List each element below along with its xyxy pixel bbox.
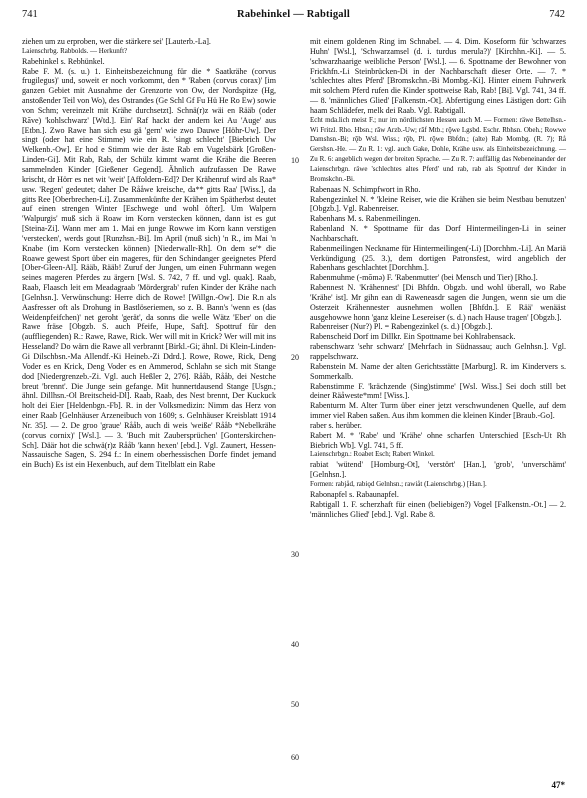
line-number-30: 30 bbox=[291, 550, 299, 559]
line-number-40: 40 bbox=[291, 640, 299, 649]
entry-rabengezinkel: Rabengezinkel N. * 'kleine Reiser, wie die Krähen sie beim Nestbau benutzen' [Obgzb.]. Vgl. Rabenreiser. bbox=[310, 194, 566, 214]
entry-rabennest: Rabennest N. 'Krähennest' [Di Bhfdn. Obgzb. und wohl überall, wo Rabe 'Krähe' ist]. Mr gihn ean di Raweneasdr sagen die Jungen, wenn sie um die Osterzeit Krähennester ausnehmen wollen [Bhfdn.]. E Rää' wenääst ausgehowwe honn 'ganz kleine Lesereiser (s. d.) nach Hause tragen' [Obgzb.]. bbox=[310, 283, 566, 322]
entry-continuation: ziehen um zu erproben, wer die stärkere sei' [Lauterb.-La]. bbox=[22, 37, 211, 46]
entry-rabenschwarz: rabenschwarz 'sehr schwarz' [Mehrfach in Südnassau; auch Gelnhsn.]. Vgl. rappelschwarz. bbox=[310, 342, 566, 361]
running-title: Rabehinkel — Rabtigall bbox=[237, 9, 350, 20]
entry-continuation: mit einem goldenen Ring im Schnabel. — 4. Dim. Koseform für 'schwarzes Huhn' [Wsl.], 'Schwarzamsel (d. i. turdus merula?)' [Kirchhn.-Ki]. — 5. 'schwarzhaarige weibliche Person' [Wsl.]. — 6. Spottname der Bewohner von Frickhfn.-Li Steinbrücken-Di in der Nachbarschaft dieser Orte. — 7. * 'schlechtes altes Pferd' [Bromskchn.-Bi Mombg.-Ki]. Hinter einem Fuhrwerk mit solchem Pferd rufen die Kinder spottweise Rab, Rab! [Bi]. Vgl. 741, 34 ff. — 8. 'männliches Glied' [Falkenstn.-Ot]. Abfertigung eines Lästigen dort: Gih haam Schlädefer, melk dei Raab. Vgl. Rabtigall. bbox=[310, 37, 566, 115]
page-number-left: 741 bbox=[22, 9, 38, 20]
entry-rabiat-forms: Formen: rabjåd, rabiǫd Gelnhsn.; rawiåt (Laienschrbg.) [Han.]. bbox=[310, 479, 487, 488]
left-column bbox=[22, 37, 276, 470]
line-number-60: 60 bbox=[291, 753, 299, 762]
line-number-20: 20 bbox=[291, 353, 299, 362]
line-number-10: 10 bbox=[291, 156, 299, 165]
entry-rabenland: Rabenland N. * Spottname für das Dorf Hintermeilingen-Li in seiner Nachbarschaft. bbox=[310, 224, 566, 243]
running-header bbox=[22, 9, 565, 23]
printer-signature: 47* bbox=[551, 780, 565, 790]
entry-rabenreiser: Rabenreiser (Nur?) Pl. = Rabengezinkel (s. d.) [Obgzb.]. bbox=[310, 322, 493, 332]
right-column bbox=[310, 37, 566, 519]
entry-rabenmeilingen: Rabenmeilingen Neckname für Hintermeilingen(-Li) [Dorchhm.-Li]. An Mariä Verkündigung (25. 3.), dem dortigen Patronsfest, wird angeblich der Rabenhans geschlachtet [Dorchhm.]. bbox=[310, 243, 566, 273]
entry-rabiat: rabiat 'wütend' [Homburg-Ot], 'verstört' [Han.], 'grob', 'unverschämt' [Gelnhsn.]. bbox=[310, 460, 566, 480]
entry-rabenscheid: Rabenscheid Dorf im Dillkr. Ein Spottname bei Kohlrabensack. bbox=[310, 332, 516, 342]
entry-rabonapfel: Rabonapfel s. Rabaunapfel. bbox=[310, 489, 399, 499]
entry-rabenhans: Rabenhans M. s. Rabenmeilingen. bbox=[310, 214, 421, 224]
entry-rabehinkel: Rabehinkel s. Rebhünkel. bbox=[22, 56, 105, 66]
entry-rabenmuhme: Rabenmuhme (-mōmə) F. 'Rabenmutter' (bei Mensch und Tier) [Rho.]. bbox=[310, 273, 538, 283]
entry-rabenstein: Rabenstein M. Name der alten Gerichtsstätte [Marburg]. R. im Kindervers s. Sommerkalb. bbox=[310, 361, 566, 381]
entry-raber: raber s. herüber. bbox=[310, 420, 362, 430]
entry-note: Laienschrbg. Rabbolds. — Herkunft? bbox=[22, 46, 128, 55]
page-number-right: 742 bbox=[549, 9, 565, 20]
entry-forms-note: Echt mda.lich meist F.; nur im nördlichsten Hessen auch M. — Formen: räwe Bettelhsn.-Wi Fritzl. Rho. Hbsn.; rāw Arzb.-Uw; rāf Mtb.; rǭwe Lgsbd. Eschr. Rbhsn. Obeh.; Rowwe Damshsn.-Bi; rǭb Wsl. Wiss.; rǭb, Pl. rǭwe Bbfdn.; (alte) Rab Mombg. (R. 7); Rå Gershsn.-He. — Zu R. 1: vgl. auch Gake, Dohle, Krähe usw. als Einheitsbezeichnung. — Zu R. 6: angeblich wegen der breiten Sprache. — Zu R. 7: auffällig das Nebeneinander der Laienschrbgn. räwe 'schlechtes altes Pferd' und rab, rab als Spottruf der Kinder in Bromskchn.-Bi. bbox=[310, 115, 566, 183]
entry-rabert-note: Laienschrbgn.: Roabet Esch; Rabert Winkel. bbox=[310, 450, 435, 459]
entry-rabenturm: Rabenturm M. Alter Turm über einer jetzt verschwundenen Quelle, auf dem immer viel Raben saßen. Aus ihm kommen die kleinen Kinder [Braub.-Go]. bbox=[310, 401, 566, 421]
entry-rabe: Rabe F. M. (s. u.) 1. Einheitsbezeichnung für die * Saatkrähe (corvus frugilegus)' und, soweit er noch vorkommt, den * 'Raben (corvus corax)' [im ganzen Gebiet mit Ausnahme der Grenzorte von Ow, der Nordspitze (Hg, anstoßender Teil von Wo), des Ostrandes (Ge Schl Gf Fu Hü He Ro Ew) sowie von Schm; vereinzelt mit Krähe durchsetzt]. Schnä(r)z wäi en Rääb (oder Rāve) 'kohlschwarz' [Wtd.]. Ein' Raf hackt der andern kei Au 'Auge' aus [Etbn.]. Zwo Rawe han sich esu gä 'gern' wie zwo Dauwe [Höhr-Uw]. Der singt (oder hat eine Stimme) wie ein R. 'singt schlecht' [Biebrich Uw Welkenb.-Ow]. Er hod e Stimm wie der äste Rab em Vugelsbärk [Großen-Linden-Gi]. Mit Rab, Rab, der Schülz kimmt warnt die Krähe die Beeren sammelnden Kinder [Gießener Gegend]. Ähnlich aufzufassen De Rawe krischt, dr Hörr es net wit 'weit' [Affoldern-Ed]? Der Krähenruf wird als Raa* usw. 'Regen' gedeutet; daher De Rååwe kreische, da** gitts Raa' [Wiss.], da gitts Ree [Oberbrechen-Li]. Zusammenkünfte der Krähen im Spätherbst deutet auf einen strengen Winter [Eschwege und wohl öfter]. Um Walpern 'Walpurgis' muß sich ä Roaw im Korn verstecken können, dann ist es gut [Steina-Zi]. Wann mer am 1. Mai en junge Rowwe im Korn kann verstigen 'verstecken', werds gout [Runzhsn.-Bi]. Im April (muß sich) 'n R., im Mai 'n Knabe (im Korn verstecken können) [Niederwallr-Rh]. On dem se'* die Roawe gewest Sport über ein mageres, für den Schindanger geeignetes Pferd [Ober-Gleen-Al]. Rääb, Rääb! Zuruf der Jungen, um einen Fuhrmann wegen seines mageren Pferdes zu ärgern [Wsl. S. 742, 7 ff. und vgl. quak]. Raab, Raab, Flaasch leit em Meadagraab 'Mördergrab' rufen Kinder der Krähe nach [Gelnhsn.]. Verwünschung: Herre dich de Rowe! [Willgn.-Ow]. Die R.n als Aasfresser oft als Drohung in Bastlöseriemen, so z. B. Bann's 'wenn es (das Weidenpfeifchen)' net geroht 'gerät', da sonns die welle Wätz 'Eber' on die Rawe fräse [Obgzb. S. auch Pfeife, Hupe, Saft]. Spottruf für den (auffliegenden) R.: Rawe, Rawe, Rick. Wer will mit in Krick? Wer will mit ins Hesseland? Do wärn die Rawe all verbrannt [Birkl.-Gi; ähnl. Di Klein-Linden-Gi Dilschbsn.-Ma Allendf.-Ki Heineb.-Zi Ddrd.]. Rowe, Rowe, Rick, Deng Voder es en Krick, Deng Voder es en Ammerod, Schlahn se sich mit Stange dod [Niedergrenzeb.-Zi. Vgl. auch Heßler 2, 276]. Rååb, Rååb, dei Nestche breut 'brennt'. Die Junge sein gefange. Mit hunnertdausend Stange [Usgn.; ähnl. Dillhsn.-Ol Breitscheid-Dl]. Raab, Raab, des Nest brennt, Der Kuckuck holt dei Eier [Heldenbgn.-Fb]. R. in der Volksmedizin: Nimm das Herz von einer Raab [Gelnhäuser Arzeneibuch von 1609; s. Gelnhäuser Kreisblatt 1914 Nr. 35]. — 2. De groo 'graue' Rååb, auch di weis 'weiße' Rååb *Nebelkrähe (corvus cornix)' [Wsl.]. — 3. 'Buch mit Zaubersprüchen' [Gonterskirchen-Sch]. Däär hot die schwä(r)z Rååb 'kann hexen' [ebd.]. Vgl. Zaunert, Hessen-Nassauische Sagen, S. 294 f.: In einem oberhessischen Dorfe findet jemand ein Buch) Es ist ein Hexenbuch, auf dem Titelblatt ein Rabe bbox=[22, 66, 276, 470]
entry-rabenstimme: Rabenstimme F. 'krächzende (Sing)stimme' [Wsl. Wiss.] Sei doch still bet deiner Räåweste*mm! [Wiss.]. bbox=[310, 381, 566, 401]
line-number-50: 50 bbox=[291, 700, 299, 709]
entry-rabenaas: Rabenaas N. Schimpfwort in Rho. bbox=[310, 184, 421, 194]
entry-rabert: Rabert M. * 'Rabe' und 'Krähe' ohne scharfen Unterschied [Esch-Ut Rh Biebrich Wb]. Vgl. 741, 5 ff. bbox=[310, 430, 566, 450]
entry-rabtigall: Rabtigall 1. F. scherzhaft für einen (beliebigen?) Vogel [Falkenstn.-Ot.] — 2. 'männliches Glied' [ebd.]. Vgl. Rabe 8. bbox=[310, 499, 566, 519]
